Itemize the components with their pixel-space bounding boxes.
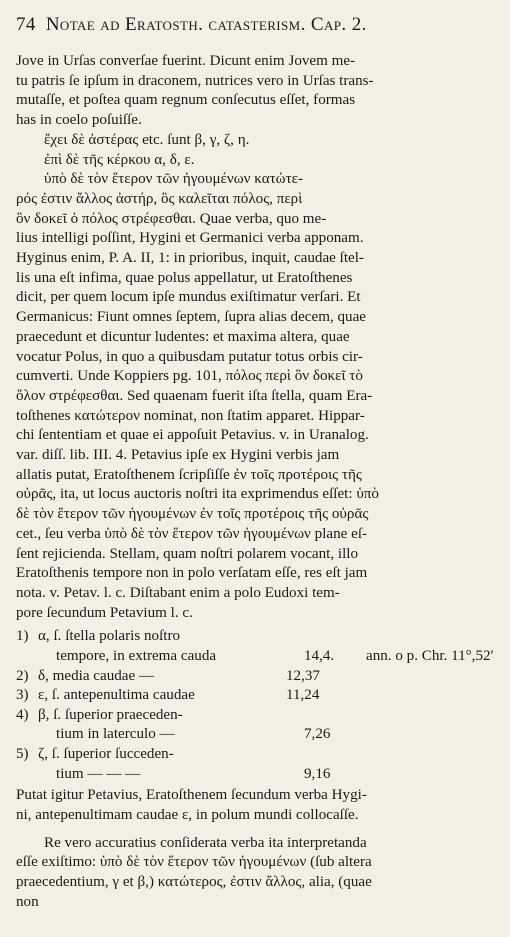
distance-value — [286, 627, 348, 647]
running-header — [16, 14, 494, 36]
text-line: Eratoſthenis tempore non in polo verſatam eſſe, res eſt jam — [16, 565, 368, 582]
text-line: tu patris ſe ipſum in draconem, nutrices vero in Urſas trans- — [16, 72, 374, 89]
text-line: ρός ἐστιν ἄλλος ἀστήρ, ὃς καλεῖται πόλος, περὶ — [16, 190, 303, 207]
text-line: δὲ τὸν ἕτερον τῶν ἡγουμένων ἐν τοῖς προτέροις τῆς οὐρᾶς — [16, 506, 369, 523]
distance-note — [366, 765, 494, 785]
paragraph-3 — [16, 834, 494, 913]
star-description: tium in laterculo — — [56, 726, 175, 743]
text-line: pore ſecundum Petavium l. c. — [16, 604, 193, 621]
distance-note — [348, 686, 494, 706]
text-line: praecedentium, γ et β,) κατώτερος, ἐστιν ἄλλος, alia, (quae — [16, 873, 372, 890]
text-line: chi ſententiam et quae ei appoſuit Petavius. v. in Uranalog. — [16, 427, 369, 444]
text-line: ἐπὶ δὲ τῆς κέρκου α, δ, ε. — [44, 151, 195, 168]
distance-note — [348, 667, 494, 687]
star-description: β, ſ. ſuperior praeceden- — [38, 706, 183, 723]
star-description: ζ, ſ. ſuperior ſucceden- — [38, 745, 174, 762]
star-description: δ, media caudae — — [38, 667, 155, 684]
distance-value: 12,37 — [286, 667, 320, 684]
paragraph-2 — [16, 786, 494, 825]
text-line: cet., ſeu verba ὑπὸ δὲ τὸν ἕτερον τῶν ἡγουμένων plane eſ- — [16, 525, 368, 542]
distance-note — [348, 627, 494, 647]
text-line: vocatur Polus, in quo a quibusdam putatur totus orbis cir- — [16, 348, 363, 365]
distance-note — [348, 706, 494, 726]
text-line: eſſe exiſtimo: ὑπὸ δὲ τὸν ἕτερον τῶν ἡγουμένων (ſub altera — [16, 854, 372, 871]
star-distance-table — [16, 627, 494, 784]
text-line: nota. v. Petav. l. c. Diſtabant enim a polo Eudoxi tem- — [16, 584, 340, 601]
text-line: ni, antepenultimam caudae ε, in polum mundi collocaſſe. — [16, 806, 359, 823]
text-line: non — [16, 893, 39, 910]
table-row — [16, 765, 494, 785]
text-line: ὅλον στρέφεσθαι. Sed quaenam fuerit iſta ſtella, quam Era- — [16, 387, 373, 404]
distance-value — [286, 706, 348, 726]
text-line: ἔχει δὲ ἀστέρας etc. ſunt β, γ, ζ, η. — [44, 131, 250, 148]
text-line: ὑπὸ δὲ τὸν ἕτερον τῶν ἡγουμένων κατώτε- — [44, 171, 304, 188]
row-number: 2) — [16, 667, 29, 684]
text-line: οὐρᾶς, ita, ut locus auctoris noſtri ita exprimendus eſſet: ὑπὸ — [16, 486, 379, 503]
text-line: cumverti. Unde Koppiers pg. 101, πόλος περὶ ὃν δοκεῖ τὸ — [16, 368, 363, 385]
text-line: Re vero accuratius conſiderata verba ita interpretanda — [44, 834, 367, 851]
text-line: ſent rejicienda. Stellam, quam noſtri polarem vocant, illo — [16, 545, 359, 562]
distance-value: 11,24 — [286, 687, 320, 704]
text-line: Jove in Urſas converſae fuerint. Dicunt enim Jovem me- — [16, 53, 356, 69]
distance-value: 7,26 — [304, 726, 331, 743]
table-row — [16, 745, 494, 765]
text-body — [16, 52, 494, 912]
distance-value — [286, 745, 348, 765]
row-number — [16, 725, 34, 745]
text-line: allatis putat, Eratoſthenem ſcripſiſſe ἐν τοῖς προτέροις τῆς — [16, 466, 362, 483]
text-line: var. diſſ. lib. III. 4. Petavius ipſe ex Hygini verbis jam — [16, 447, 340, 464]
distance-note: ann. o p. Chr. 11°,52′ — [366, 647, 494, 664]
text-line: toſthenes κατώτερον nominat, non ſtatim apparet. Hippar- — [16, 407, 365, 424]
distance-value: 14,4. — [304, 647, 335, 664]
paragraph-1 — [16, 52, 494, 623]
star-description: tempore, in extrema cauda — [56, 647, 217, 664]
table-row — [16, 706, 494, 726]
table-row — [16, 627, 494, 647]
text-line: lis una eſt infima, quae polus appellatur, ut Eratoſthenes — [16, 269, 353, 286]
text-line: Hyginus enim, P. A. II, 1: in prioribus, inquit, caudae ſtel- — [16, 250, 364, 267]
page-number: 74 — [16, 14, 36, 35]
table-row — [16, 667, 494, 687]
text-line: lius intelligi poſſint, Hygini et Germanici verba apponam. — [16, 230, 364, 247]
star-description: ε, ſ. antepenultima caudae — [38, 687, 195, 704]
text-line: Putat igitur Petavius, Eratoſthenem ſecundum verba Hygi- — [16, 787, 367, 804]
distance-note — [348, 745, 494, 765]
row-number: 1) — [16, 628, 29, 645]
text-line: Germanicus: Fiunt omnes ſeptem, ſupra alias decem, quae — [16, 309, 366, 326]
table-row — [16, 647, 494, 667]
text-line: ὃν δοκεῖ ὁ πόλος στρέφεσθαι. Quae verba, quo me- — [16, 210, 327, 227]
table-row — [16, 725, 494, 745]
table-row — [16, 686, 494, 706]
distance-value: 9,16 — [304, 765, 331, 782]
row-number — [16, 647, 34, 667]
row-number: 5) — [16, 745, 29, 762]
running-title: Notae ad Eratosth. catasterism. Cap. 2. — [45, 14, 367, 35]
star-description: tium — — — — [56, 765, 141, 782]
row-number: 4) — [16, 706, 29, 723]
star-description: α, ſ. ſtella polaris noſtro — [38, 628, 181, 645]
text-line: has in coelo poſuiſſe. — [16, 112, 142, 129]
text-line: dicit, per quem locum ipſe mundus exiſtimatur verſari. Et — [16, 289, 361, 306]
row-number: 3) — [16, 687, 29, 704]
distance-note — [366, 725, 494, 745]
text-line: praecedunt et dicuntur ludentes: et maxima altera, quae — [16, 328, 350, 345]
row-number — [16, 765, 34, 785]
text-line: mutaſſe, et poſtea quam regnum conſecutus eſſet, formas — [16, 92, 356, 109]
